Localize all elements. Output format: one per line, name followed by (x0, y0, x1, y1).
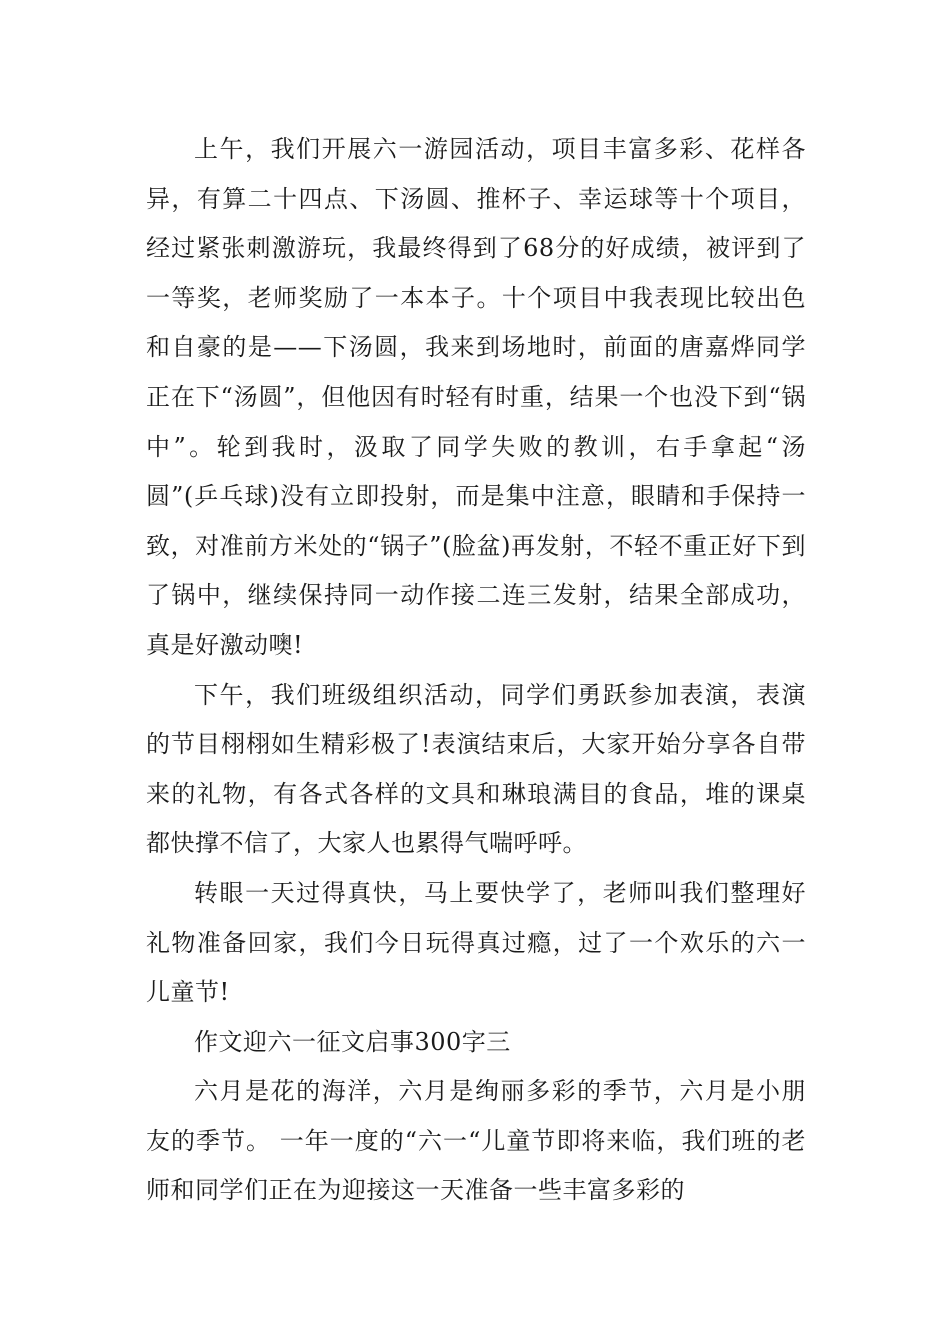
paragraph-evening: 转眼一天过得真快，马上要快学了，老师叫我们整理好礼物准备回家，我们今日玩得真过瘾，过了一个欢乐的六一儿童节! (146, 878, 806, 1007)
paragraph-afternoon: 下午，我们班级组织活动，同学们勇跃参加表演，表演的节目栩栩如生精彩极了!表演结束后，大家开始分享各自带来的礼物，有各式各样的文具和琳琅满目的食品，堆的课桌都快撑不信了，大家人也累得气喘呼呼。 (146, 680, 806, 858)
paragraph-june: 六月是花的海洋，六月是绚丽多彩的季节，六月是小朋友的季节。 一年一度的“六一“儿童节即将来临，我们班的老师和同学们正在为迎接这一天准备一些丰富多彩的 (146, 1077, 806, 1205)
section-heading: 作文迎六一征文启事300字三 (194, 1027, 511, 1056)
paragraph-morning: 上午，我们开展六一游园活动，项目丰富多彩、花样各异，有算二十四点、下汤圆、推杯子、幸运球等十个项目，经过紧张刺激游玩，我最终得到了68分的好成绩，被评到了一等奖，老师奖励了一本本子。十个项目中我表现比较出色和自豪的是——下汤圆，我来到场地时，前面的唐嘉烨同学正在下“汤圆”，但他因有时轻有时重，结果一个也没下到“锅中”。轮到我时，汲取了同学失败的教训，右手拿起“汤圆”(乒乓球)没有立即投射，而是集中注意，眼睛和手保持一致，对准前方米处的“锅子”(脸盆)再发射，不轻不重正好下到了锅中，继续保持同一动作接二连三发射，结果全部成功，真是好激动噢! (146, 135, 806, 659)
document-body (146, 125, 806, 1216)
